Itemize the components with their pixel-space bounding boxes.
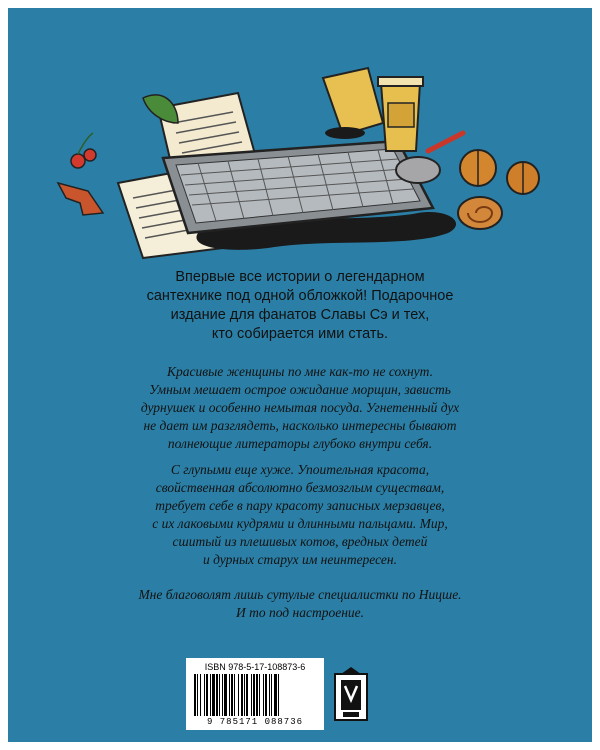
isbn-label: ISBN 978-5-17-108873-6: [204, 662, 306, 672]
coffee-cup-icon: [378, 77, 423, 151]
book-back-cover: [8, 8, 592, 742]
quote-line: С глупыми еще хуже. Упоительная красота,: [170, 462, 430, 477]
barcode-number: 9 785171 088736: [206, 717, 303, 727]
high-heel-shoe-icon: [58, 183, 103, 215]
quote-line: Умным мешает острое ожидание морщин, зависть: [149, 382, 451, 397]
quote-line: с их лаковыми кудрями и длинными пальцами. Мир,: [152, 516, 448, 531]
pastry-roll-icon: [458, 197, 502, 229]
quote-paragraph-3: [28, 586, 572, 622]
blurb-line: кто собирается ими стать.: [211, 326, 389, 342]
knocked-over-cup-icon: [323, 68, 383, 139]
quote-paragraph-1: [28, 363, 572, 453]
blurb-text: [28, 268, 572, 344]
publisher-lantern-logo-icon: [333, 666, 369, 722]
cherries-icon: [71, 133, 96, 168]
quote-line: И то под настроение.: [235, 605, 365, 620]
quote-line: Красивые женщины по мне как-то не сохнут.: [167, 364, 433, 379]
leaf-icon: [143, 95, 178, 123]
quote-line: свойственная абсолютно безмозглым существам,: [155, 480, 445, 495]
pen-icon: [428, 133, 463, 151]
quote-line: Мне благоволят лишь сутулые специалистки по Ницше.: [138, 587, 462, 602]
walnut-icon: [460, 150, 539, 194]
blurb-line: сантехнике под одной обложкой! Подарочное: [146, 288, 454, 304]
blurb-line: издание для фанатов Славы Сэ и тех,: [170, 307, 430, 323]
blurb-line: Впервые все истории о легендарном: [175, 269, 425, 285]
quote-line: сшитый из плешивых котов, вредных детей: [172, 534, 428, 549]
stone-icon: [396, 157, 440, 183]
barcode-bars: [194, 674, 316, 716]
quote-line: полнеющие литераторы глубоко внутри себя.: [167, 436, 433, 451]
barcode: [186, 658, 324, 730]
quote-paragraph-2: [28, 461, 572, 569]
quote-line: требует себе в пару красоту записных мерзавцев,: [155, 498, 445, 513]
quote-line: дурнушек и особенно немытая посуда. Угнетенный дух: [140, 400, 460, 415]
desk-illustration: [48, 63, 558, 263]
quote-line: не дает им разглядеть, насколько интересны бывают: [143, 418, 457, 433]
quote-line: и дурных старух им неинтересен.: [202, 552, 398, 567]
